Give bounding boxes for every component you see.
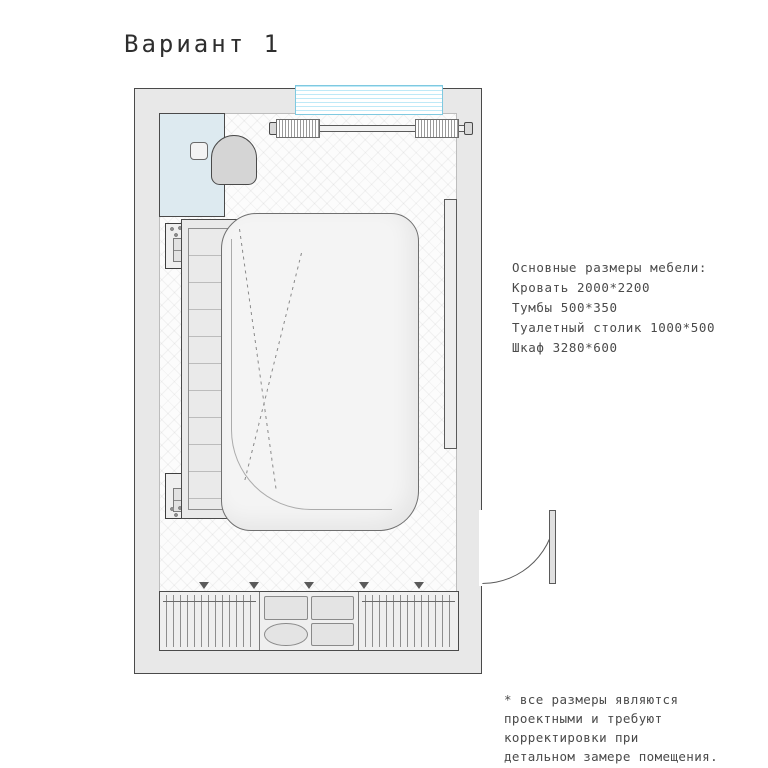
chair	[211, 135, 257, 185]
spec-heading: Основные размеры мебели:	[512, 260, 708, 275]
spec-line-dressing-table: Туалетный столик 1000*500	[512, 320, 716, 335]
wardrobe-section-hanging	[160, 592, 260, 650]
wardrobe-section-shelves	[260, 592, 360, 650]
box-icon	[311, 623, 355, 647]
wardrobe-door-arrows	[159, 582, 459, 591]
spec-line-wardrobe: Шкаф 3280*600	[512, 340, 618, 355]
box-icon	[311, 596, 355, 620]
page-title: Вариант 1	[124, 30, 282, 58]
box-icon	[264, 596, 308, 620]
wardrobe-section-hanging	[359, 592, 458, 650]
hangers-icon	[163, 595, 256, 647]
arrow-down-icon	[249, 582, 259, 589]
curtain-left	[276, 119, 320, 138]
footnote-line-4: детальном замере помещения.	[504, 749, 718, 764]
arrow-down-icon	[199, 582, 209, 589]
footnote-line-3: корректировки при	[504, 730, 639, 745]
shelf-boxes	[264, 596, 355, 646]
arrow-down-icon	[359, 582, 369, 589]
floor-plan-drawing	[134, 88, 482, 674]
wall-niche	[444, 199, 457, 449]
curtain-right	[415, 119, 459, 138]
hangers-icon	[362, 595, 455, 647]
blanket-fold	[231, 239, 392, 510]
box-round-icon	[264, 623, 308, 647]
furniture-dimensions-block	[512, 258, 715, 358]
mirror-icon	[190, 142, 208, 160]
window-glass-icon	[295, 85, 443, 115]
arrow-down-icon	[414, 582, 424, 589]
door-swing-arc	[482, 510, 556, 584]
spec-line-bed: Кровать 2000*2200	[512, 280, 651, 295]
spec-line-nightstands: Тумбы 500*350	[512, 300, 618, 315]
footnote-line-1: * все размеры являются	[504, 692, 679, 707]
arrow-down-icon	[304, 582, 314, 589]
door-leaf	[549, 510, 556, 584]
wardrobe	[159, 591, 459, 651]
footnote-line-2: проектными и требуют	[504, 711, 663, 726]
curtain-rail-end-right	[464, 122, 473, 135]
disclaimer-note	[504, 690, 764, 766]
